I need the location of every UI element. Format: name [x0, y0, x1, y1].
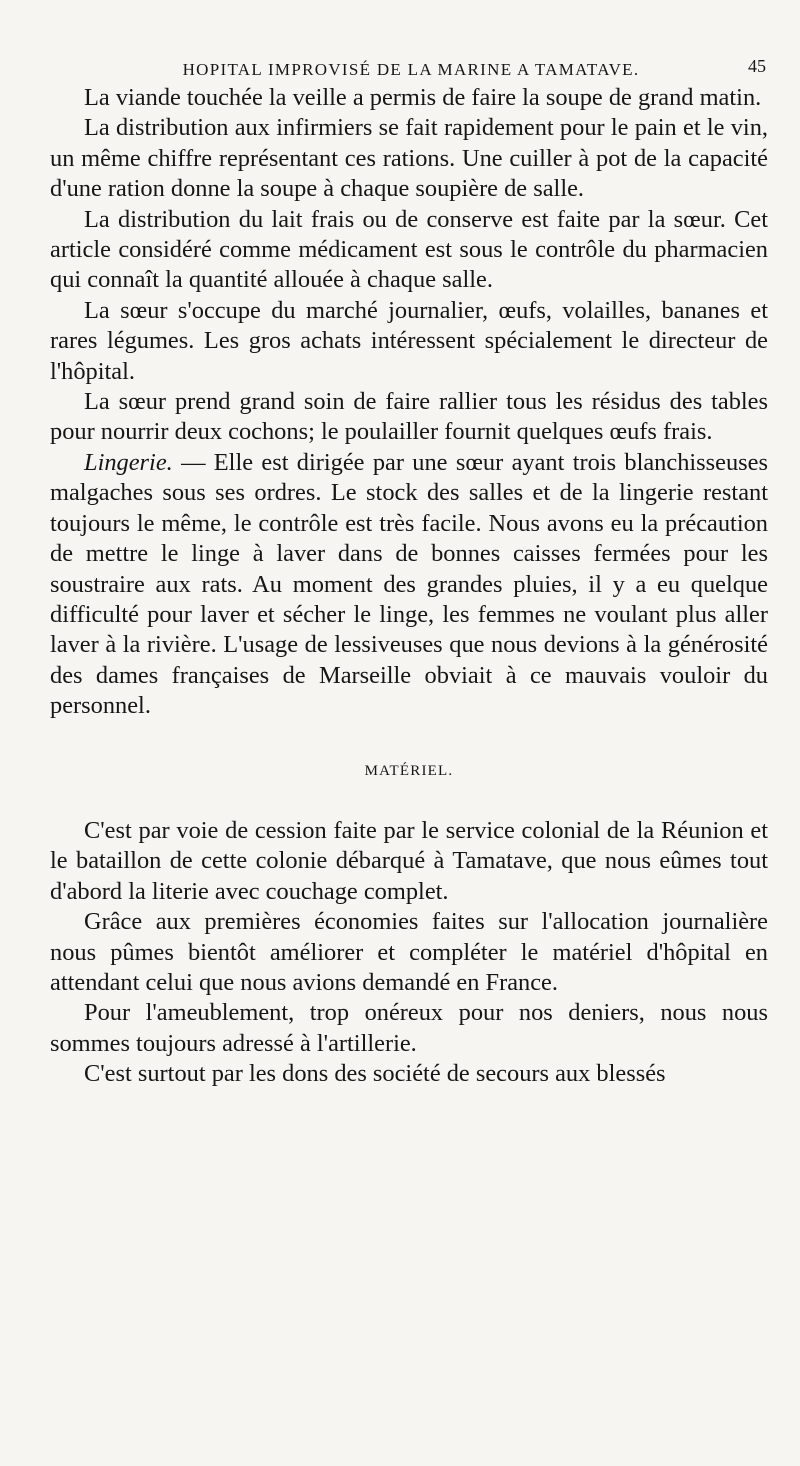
running-head: HOPITAL IMPROVISÉ DE LA MARINE A TAMATAVE.	[182, 60, 640, 79]
paragraph-distribution-lait: La distribution du lait frais ou de conserve est faite par la sœur. Cet article considéré comme médicament est sous le contrôle du pharmacien qui connaît la quantité allouée à chaque salle.	[50, 205, 768, 294]
lingerie-heading: Lingerie.	[84, 448, 173, 476]
page-body	[50, 83, 768, 1090]
lingerie-text: — Elle est dirigée par une sœur ayant trois blanchisseuses malgaches sous ses ordres. Le stock des salles et de la lingerie restant toujours le même, le contrôle est très facile. Nous avons eu la précaution de mettre le linge à laver dans de bonnes caisses fermées pour les soustraire aux rats. Au moment des grandes pluies, il y a eu quelque difficulté pour laver et sécher le linge, les femmes ne voulant plus aller laver à la rivière. L'usage de lessiveuses que nous devions à la générosité des dames françaises de Marseille obviait à ce mauvais vouloir du personnel.	[50, 448, 768, 720]
section-title-materiel: MATÉRIEL.	[364, 762, 454, 779]
paragraph-dons: C'est surtout par les dons des société de secours aux blessés	[84, 1060, 666, 1088]
paragraph-residus: La sœur prend grand soin de faire rallier tous les résidus des tables pour nourrir deux cochons; le poulailler fournit quelques œufs frais.	[50, 388, 768, 446]
paragraph-lingerie	[50, 448, 768, 722]
paragraph-ameublement: Pour l'ameublement, trop onéreux pour nos deniers, nous nous sommes toujours adressé à l'artillerie.	[50, 999, 768, 1057]
paragraph-cession: C'est par voie de cession faite par le service colonial de la Réunion et le bataillon de cette colonie débarqué à Tamatave, que nous eûmes tout d'abord la literie avec couchage complet.	[50, 816, 768, 905]
paragraph-economies: Grâce aux premières économies faites sur l'allocation journalière nous pûmes bientôt améliorer et compléter le matériel d'hôpital en attendant celui que nous avions demandé en France.	[50, 908, 768, 996]
page-number: 45	[748, 56, 766, 76]
paragraph-marche: La sœur s'occupe du marché journalier, œufs, volailles, bananes et rares légumes. Les gros achats intéressent spécialement le directeur de l'hôpital.	[50, 296, 768, 385]
paragraph-distribution-rations: La distribution aux infirmiers se fait rapidement pour le pain et le vin, un même chiffre représentant ces rations. Une cuiller à pot de la capacité d'une ration donne la soupe à chaque soupière de salle.	[50, 114, 768, 203]
paragraph-viande: La viande touchée la veille a permis de faire la soupe de grand matin.	[84, 84, 762, 111]
